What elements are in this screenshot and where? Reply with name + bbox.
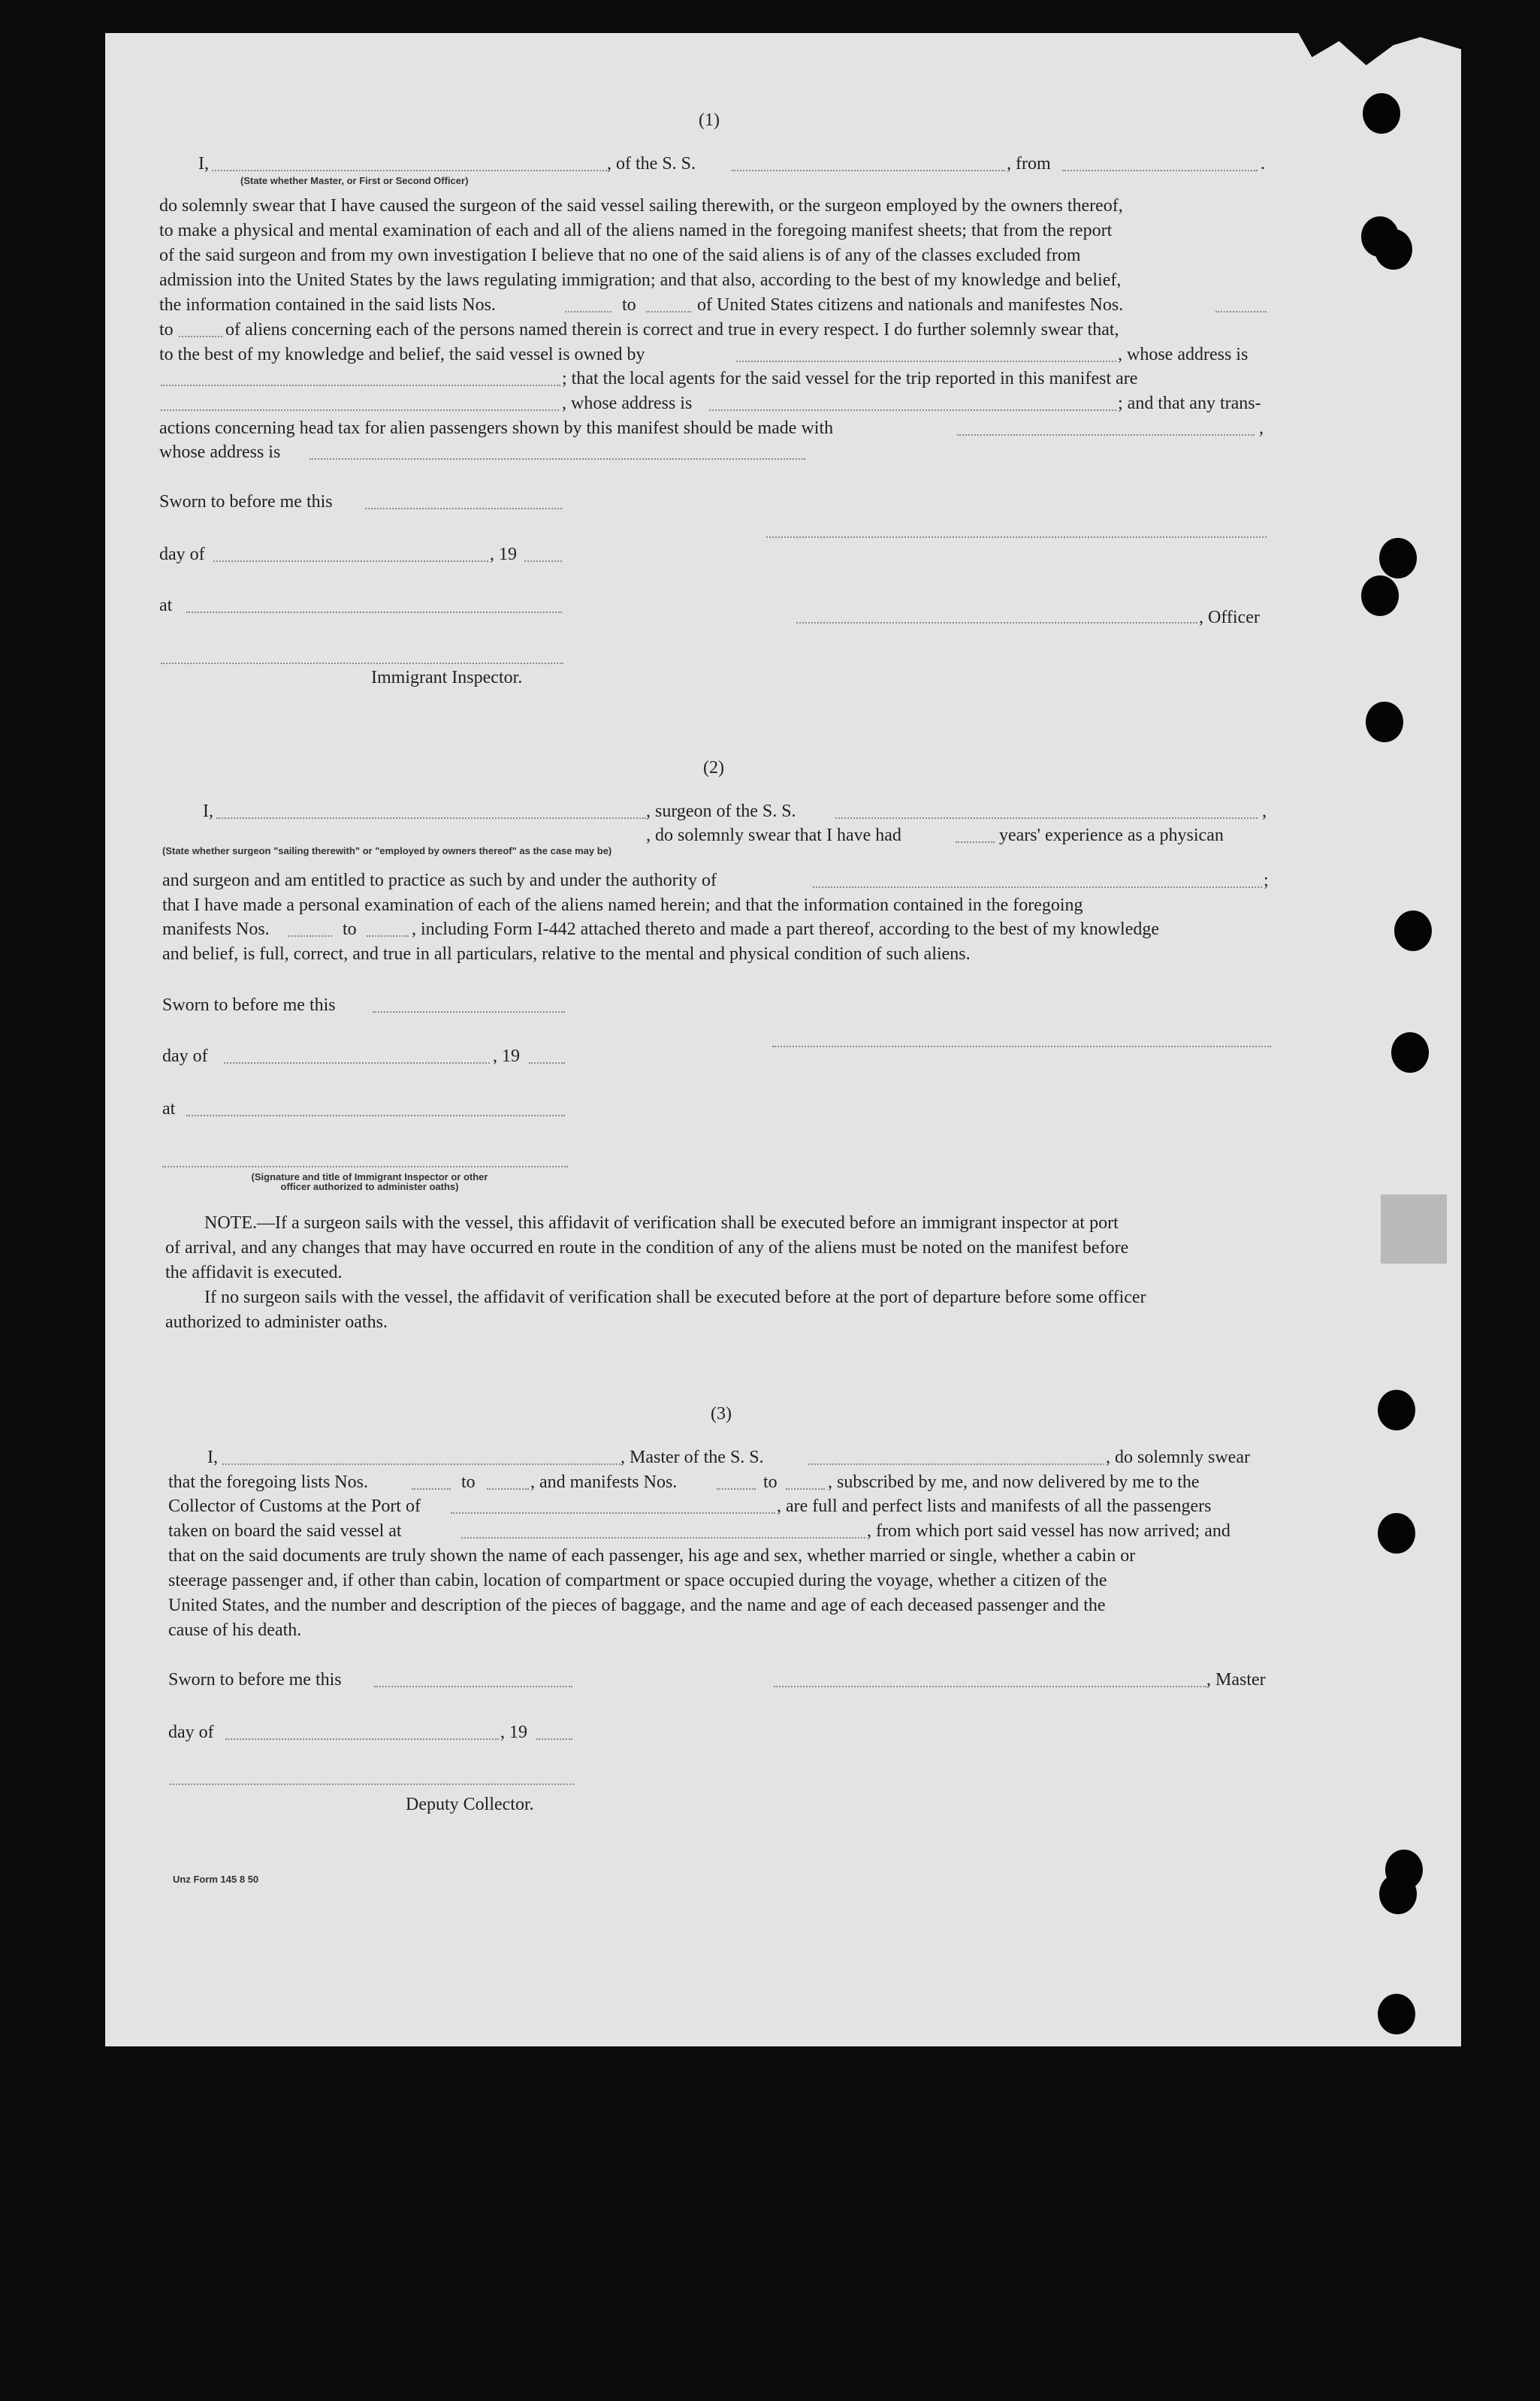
- oath-text: to: [461, 1472, 476, 1492]
- punch-hole: [1394, 911, 1432, 951]
- deputy-collector-signature-field[interactable]: [170, 1783, 574, 1785]
- master-manifests-from-field[interactable]: [717, 1488, 756, 1490]
- section-number: (2): [703, 758, 724, 778]
- sworn-day-field[interactable]: [373, 1011, 565, 1013]
- surgeon-signature-field[interactable]: [772, 1046, 1271, 1047]
- oath-text: years' experience as a physican: [999, 826, 1224, 845]
- head-tax-contact-field[interactable]: [957, 434, 1255, 436]
- oath-text: , and manifests Nos.: [530, 1472, 678, 1492]
- oath-text: manifests Nos.: [162, 920, 270, 939]
- oath-text: Collector of Customs at the Port of: [168, 1496, 421, 1516]
- punch-hole: [1375, 229, 1412, 270]
- line-end: ,: [1262, 802, 1267, 821]
- oath-text: to: [622, 295, 636, 315]
- owner-address-field[interactable]: [161, 385, 560, 386]
- agents-address-field[interactable]: [709, 409, 1116, 411]
- oath-text: , do solemnly swear: [1106, 1448, 1250, 1467]
- oath-text: to: [159, 320, 174, 340]
- oath-i: I,: [203, 802, 213, 821]
- master-of-ss-label: , Master of the S. S.: [621, 1448, 764, 1467]
- year-field[interactable]: [536, 1738, 572, 1740]
- punch-hole: [1361, 575, 1399, 616]
- oath-text: ,: [1259, 418, 1264, 438]
- form-number: Unz Form 145 8 50: [173, 1874, 259, 1885]
- year-field[interactable]: [529, 1062, 565, 1064]
- officer-label: , Officer: [1199, 608, 1260, 627]
- port-of-embarkation-field[interactable]: [461, 1537, 865, 1539]
- of-ss-label: , of the S. S.: [607, 154, 696, 174]
- oath-text: , including Form I-442 attached thereto and made a part thereof, according to the best of my knowledge: [412, 920, 1160, 939]
- master-name-field[interactable]: [222, 1463, 621, 1465]
- port-from-field[interactable]: [1062, 170, 1258, 171]
- master-manifests-to-field[interactable]: [786, 1488, 825, 1490]
- note-text: of arrival, and any changes that may have occurred en route in the condition of any of the aliens must be noted on the manifest before: [165, 1238, 1129, 1258]
- oath-text: that I have made a personal examination of each of the aliens named herein; and that the information contained in the foregoing: [162, 895, 1083, 915]
- officer-title-field[interactable]: [796, 622, 1197, 624]
- day-of-label: day of: [159, 545, 205, 564]
- oath-text: do solemnly swear that I have caused the surgeon of the said vessel sailing therewith, or the surgeon employed by the owners thereof,: [159, 196, 1123, 216]
- manifests-from-field[interactable]: [1215, 311, 1267, 313]
- deputy-collector-label: Deputy Collector.: [406, 1795, 534, 1814]
- vessel-owner-field[interactable]: [736, 361, 1116, 362]
- vessel-name-field[interactable]: [732, 170, 1005, 171]
- oath-text: of United States citizens and nationals and manifestes Nos.: [697, 295, 1124, 315]
- punch-hole: [1366, 702, 1403, 742]
- at-label: at: [159, 596, 173, 615]
- oath-text: to make a physical and mental examination of each and all of the aliens named in the foregoing manifest sheets; that from the report: [159, 221, 1113, 240]
- oath-text: ; that the local agents for the said vessel for the trip reported in this manifest are: [562, 369, 1138, 388]
- punch-hole: [1378, 1513, 1415, 1554]
- punch-hole: [1378, 1994, 1415, 2034]
- sworn-label: Sworn to before me this: [162, 995, 336, 1015]
- local-agents-field[interactable]: [161, 409, 559, 411]
- year-label: , 19: [493, 1046, 520, 1066]
- note-text: authorized to administer oaths.: [165, 1312, 388, 1332]
- surgeon-name-field[interactable]: [216, 817, 646, 819]
- oath-text: actions concerning head tax for alien passengers shown by this manifest should be made with: [159, 418, 834, 438]
- oath-text: , subscribed by me, and now delivered by me to the: [828, 1472, 1200, 1492]
- master-lists-from-field[interactable]: [412, 1488, 451, 1490]
- from-label: , from: [1007, 154, 1051, 174]
- oath-text: that on the said documents are truly shown the name of each passenger, his age and sex, whether married or single, whether a cabin or: [168, 1546, 1136, 1566]
- punch-hole: [1363, 93, 1400, 134]
- manifests-to-field[interactable]: [179, 336, 222, 337]
- oath-text: cause of his death.: [168, 1620, 302, 1640]
- note-text: NOTE.—If a surgeon sails with the vessel, this affidavit of verification shall be executed before an immigrant inspector at port: [204, 1213, 1119, 1233]
- oath-text: United States, and the number and description of the pieces of baggage, and the name and age of each deceased passenger and the: [168, 1596, 1106, 1615]
- year-field[interactable]: [524, 560, 562, 562]
- at-place-field[interactable]: [186, 612, 562, 613]
- month-field[interactable]: [224, 1062, 490, 1064]
- punch-hole: [1379, 538, 1417, 578]
- month-field[interactable]: [213, 560, 488, 562]
- inspector-signature-field[interactable]: [161, 663, 563, 664]
- master-caption: (State whether Master, or First or Second Officer): [240, 175, 469, 186]
- oath-text: , from which port said vessel has now arrived; and: [867, 1521, 1230, 1541]
- year-label: , 19: [490, 545, 517, 564]
- oath-text: and belief, is full, correct, and true in all particulars, relative to the mental and physical condition of such aliens.: [162, 944, 971, 964]
- punch-hole: [1378, 1390, 1415, 1430]
- oath-text: of aliens concerning each of the persons named therein is correct and true in every respect. I do further solemnly swear that,: [225, 320, 1119, 340]
- sworn-day-field[interactable]: [365, 508, 562, 509]
- oath-text: , do solemnly swear that I have had: [646, 826, 901, 845]
- master-label: , Master: [1206, 1670, 1266, 1690]
- punch-hole: [1391, 1032, 1429, 1073]
- oath-text: to: [343, 920, 357, 939]
- year-label: , 19: [500, 1723, 527, 1742]
- sworn-label: Sworn to before me this: [159, 492, 333, 512]
- master-vessel-field[interactable]: [808, 1463, 1104, 1465]
- oath-text: ;: [1264, 871, 1269, 890]
- sworn-label: Sworn to before me this: [168, 1670, 342, 1690]
- surgeon-caption: (State whether surgeon "sailing therewith" or "employed by owners thereof" as the case may be): [162, 845, 612, 856]
- port-of-arrival-field[interactable]: [451, 1512, 775, 1514]
- oath-text: that the foregoing lists Nos.: [168, 1472, 368, 1492]
- master-signature-field[interactable]: [774, 1686, 1206, 1687]
- authority-field[interactable]: [813, 886, 1262, 888]
- lists-from-field[interactable]: [565, 311, 611, 313]
- surgeon-vessel-field[interactable]: [835, 817, 1258, 819]
- oath-text: , whose address is: [1118, 345, 1249, 364]
- oath-i: I,: [207, 1448, 218, 1467]
- day-of-label: day of: [162, 1046, 208, 1066]
- oath-text: admission into the United States by the laws regulating immigration; and that also, according to the best of my knowledge and belief,: [159, 270, 1122, 290]
- oath-text: and surgeon and am entitled to practice as such by and under the authority of: [162, 871, 717, 890]
- section-number: (1): [699, 110, 720, 130]
- sworn-day-field[interactable]: [374, 1686, 572, 1687]
- oath-text: taken on board the said vessel at: [168, 1521, 402, 1541]
- signature-caption: officer authorized to administer oaths): [280, 1181, 459, 1192]
- oath-text: , are full and perfect lists and manifests of all the passengers: [777, 1496, 1212, 1516]
- oath-text: to the best of my knowledge and belief, the said vessel is owned by: [159, 345, 645, 364]
- month-field[interactable]: [225, 1738, 499, 1740]
- at-label: at: [162, 1099, 176, 1119]
- surgeon-manifest-from-field[interactable]: [288, 935, 332, 937]
- oath-text: whose address is: [159, 442, 281, 462]
- officer-signature-field[interactable]: [766, 536, 1267, 538]
- officer-name-field[interactable]: [212, 170, 607, 171]
- day-of-label: day of: [168, 1723, 214, 1742]
- oath-text: the information contained in the said lists Nos.: [159, 295, 496, 315]
- punch-hole: [1379, 1874, 1417, 1914]
- oath-text: steerage passenger and, if other than cabin, location of compartment or space occupied during the voyage, whether a citizen of the: [168, 1571, 1107, 1590]
- at-place-field[interactable]: [186, 1115, 565, 1116]
- inspector-signature-field[interactable]: [162, 1166, 568, 1167]
- note-text: the affidavit is executed.: [165, 1263, 343, 1282]
- scan-smudge: [1381, 1194, 1447, 1264]
- section-number: (3): [711, 1404, 732, 1424]
- oath-text: of the said surgeon and from my own investigation I believe that no one of the said aliens is of any of the classes excluded from: [159, 246, 1081, 265]
- head-tax-address-field[interactable]: [310, 458, 805, 460]
- inspector-label: Immigrant Inspector.: [371, 668, 523, 687]
- note-text: If no surgeon sails with the vessel, the affidavit of verification shall be executed before at the port of departure before some officer: [204, 1288, 1146, 1307]
- oath-text: , whose address is: [562, 394, 693, 413]
- signature-caption: (Signature and title of Immigrant Inspector or other: [251, 1171, 488, 1182]
- master-lists-to-field[interactable]: [487, 1488, 529, 1490]
- line-end: .: [1261, 154, 1265, 174]
- surgeon-manifest-to-field[interactable]: [367, 935, 409, 937]
- surgeon-of-ss-label: , surgeon of the S. S.: [646, 802, 796, 821]
- lists-to-field[interactable]: [646, 311, 691, 313]
- years-experience-field[interactable]: [956, 841, 995, 843]
- oath-text: ; and that any trans-: [1118, 394, 1261, 413]
- oath-text: to: [763, 1472, 778, 1492]
- oath-i: I,: [198, 154, 209, 174]
